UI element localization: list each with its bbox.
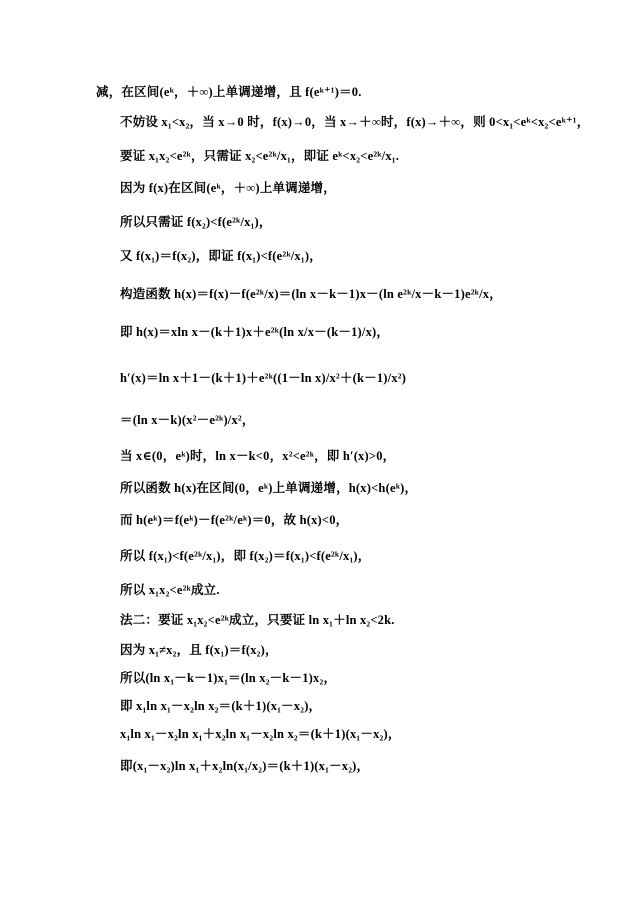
text-line: 构造函数 h(x)＝f(x)－f(e²ᵏ/x)＝(ln x－k－1)x－(ln e²ᵏ/x－k－1)e²ᵏ/x，	[120, 287, 502, 301]
text-line: x₁ln x₁－x₂ln x₁＋x₂ln x₁－x₂ln x₂＝(k＋1)(x₁－x₂)，	[120, 727, 401, 741]
text-line: 减，在区间(eᵏ，＋∞)上单调递增，且 f(eᵏ⁺¹)＝0.	[96, 85, 362, 99]
text-line: 所以(ln x₁－k－1)x₁＝(ln x₂－k－1)x₂，	[120, 671, 337, 685]
text-line: 不妨设 x₁<x₂，当 x→0 时，f(x)→0，当 x→＋∞时，f(x)→＋∞，则 0<x₁<eᵏ<x₂<eᵏ⁺¹，	[120, 115, 590, 129]
text-line: 而 h(eᵏ)＝f(eᵏ)－f(e²ᵏ/eᵏ)＝0，故 h(x)<0，	[120, 513, 349, 527]
text-line: 要证 x₁x₂<e²ᵏ，只需证 x₂<e²ᵏ/x₁，即证 eᵏ<x₂<e²ᵏ/x₁.	[120, 149, 400, 163]
text-line: 所以 f(x₁)<f(e²ᵏ/x₁)，即 f(x₂)＝f(x₁)<f(e²ᵏ/x₁)，	[120, 549, 371, 563]
text-line: 因为 f(x)在区间(eᵏ，＋∞)上单调递增，	[120, 181, 336, 195]
text-line: 所以函数 h(x)在区间(0，eᵏ)上单调递增，h(x)<h(eᵏ)，	[120, 481, 418, 495]
text-line: 又 f(x₁)＝f(x₂)，即证 f(x₁)<f(e²ᵏ/x₁)，	[120, 249, 322, 263]
text-line: h′(x)＝ln x＋1－(k＋1)＋e²ᵏ((1－ln x)/x²＋(k－1)/x²)	[120, 371, 407, 385]
text-line: 即 h(x)＝xln x－(k＋1)x＋e²ᵏ(ln x/x－(k－1)/x)，	[120, 325, 390, 339]
text-line: 即 x₁ln x₁－x₂ln x₂＝(k＋1)(x₁－x₂)，	[120, 699, 322, 713]
text-line: 即(x₁－x₂)ln x₁＋x₂ln(x₁/x₂)＝(k＋1)(x₁－x₂)，	[120, 759, 370, 773]
text-line: 法二：要证 x₁x₂<e²ᵏ成立，只要证 ln x₁＋ln x₂<2k.	[120, 613, 395, 627]
text-line: 所以只需证 f(x₂)<f(e²ᵏ/x₁)，	[120, 215, 272, 229]
text-line: ＝(ln x－k)(x²－e²ᵏ)/x²，	[120, 413, 255, 427]
text-line: 当 x∈(0，eᵏ)时，ln x－k<0，x²<e²ᵏ，即 h′(x)>0，	[120, 449, 396, 463]
text-line: 因为 x₁≠x₂，且 f(x₁)＝f(x₂)，	[120, 643, 278, 657]
text-line: 所以 x₁x₂<e²ᵏ成立.	[120, 583, 220, 597]
